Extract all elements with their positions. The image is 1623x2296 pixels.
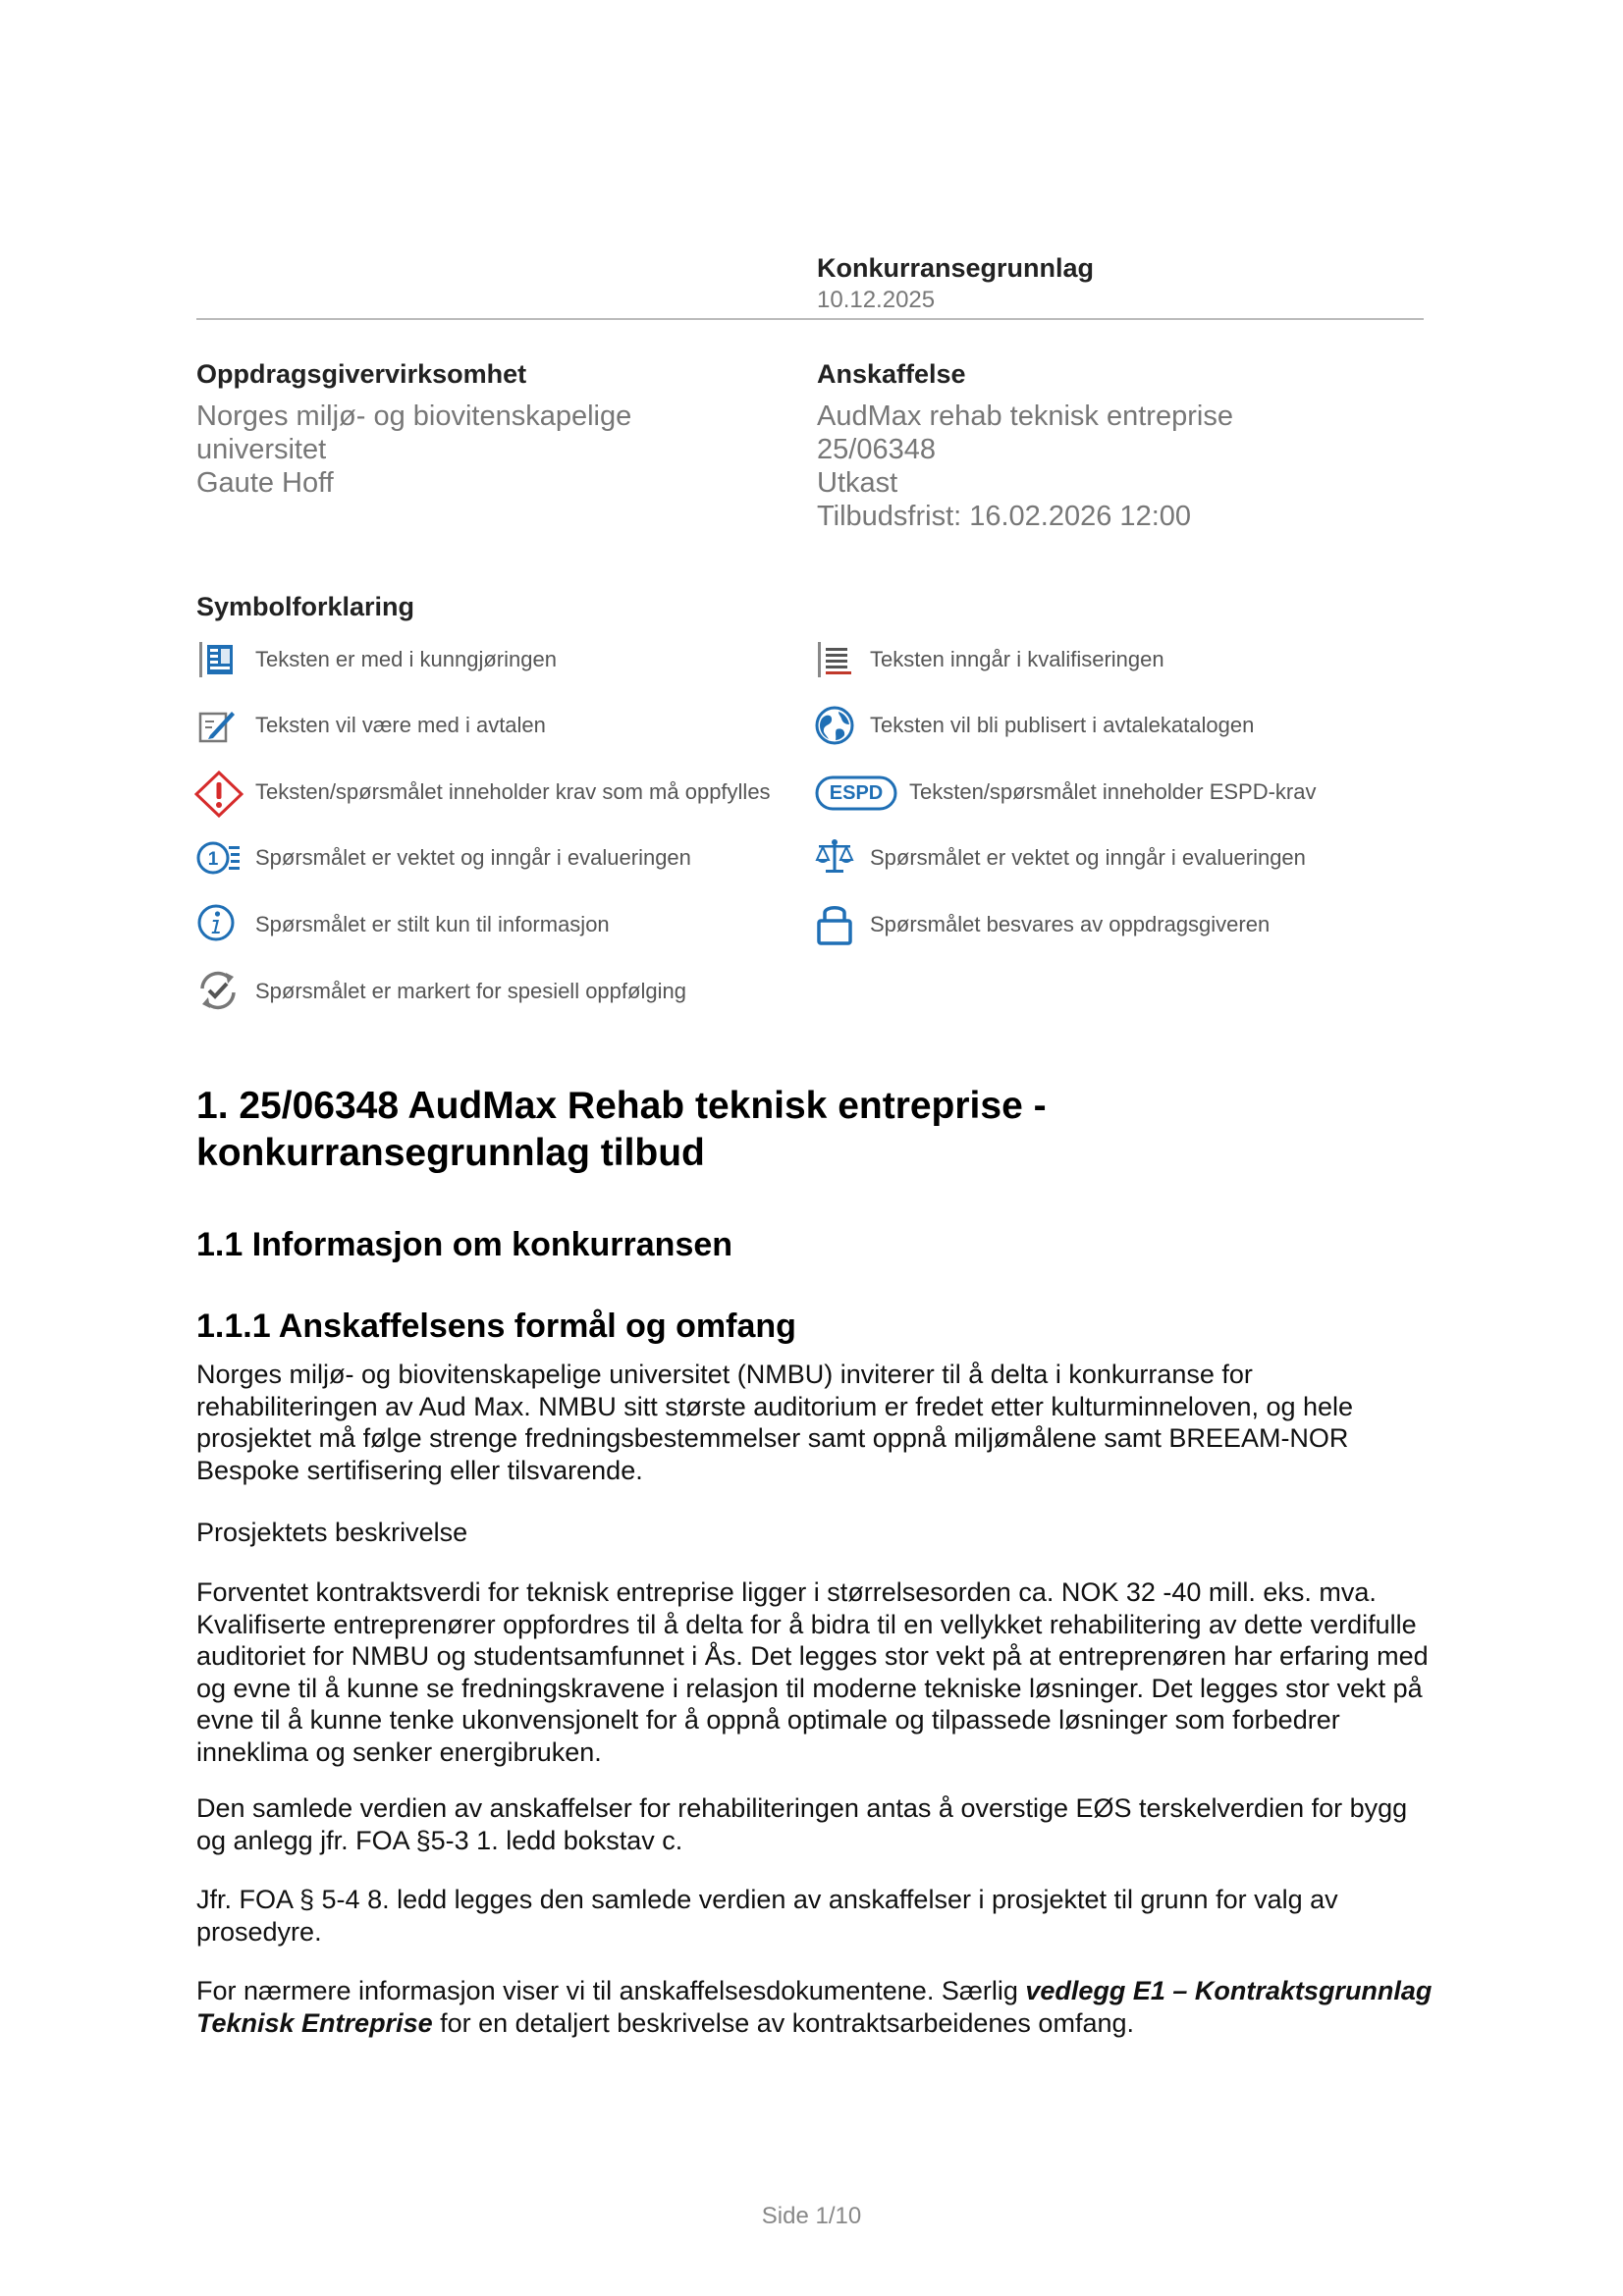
client-line: Gaute Hoff [196,467,334,499]
qualification-icon [815,640,854,679]
follow-up-icon [196,969,240,1012]
procurement-heading: Anskaffelse [817,359,966,389]
client-details [196,400,631,500]
client-heading: Oppdragsgivervirksomhet [196,359,527,389]
subsubsection-title: 1.1.1 Anskaffelsens formål og omfang [196,1308,796,1345]
paragraph-more-info-end: for en detaljert beskrivelse av kontraktsarbeidenes omfang. [432,2007,1134,2038]
document-title: Konkurransegrunnlag [817,253,1095,283]
document-date: 10.12.2025 [817,287,936,313]
svg-text:1: 1 [207,849,219,870]
section-title: 1. 25/06348 AudMax Rehab teknisk entreprise - konkurransegrunnlag tilbud [196,1085,1047,1174]
legend-text: Teksten/spørsmålet inneholder krav som må oppfylles [255,779,771,804]
paragraph-more-info-start: For nærmere informasjon viser vi til anskaffelsesdokumentene. Særlig [196,1976,1026,2005]
subsection-title: 1.1 Informasjon om konkurransen [196,1226,733,1263]
legend-text: Spørsmålet er stilt kun til informasjon [255,912,610,936]
procurement-line: Tilbudsfrist: 16.02.2026 12:00 [817,501,1192,532]
procurement-line: AudMax rehab teknisk entreprise [817,400,1233,432]
page-number: Side 1/10 [761,2203,862,2229]
paragraph-contract-value: Forventet kontraktsverdi for teknisk entreprise ligger i størrelsesorden ca. NOK 32 -40 mill. eks. mva. Kvalifiserte entreprenører oppfordres til å delta for å bidra til en vellykket rehabilitering av dette verdifulle auditoriet for NMBU og studentsamfunnet i Ås. Det legges stor vekt på at entreprenøren har erfaring med og evne til å kunne se fredningskravene i relasjon til moderne tekniske løsninger. Det legges stor vekt på evne til å kunne tenke ukonvensjonelt for å oppnå optimale og tilpassede løsninger som forbedrer inneklima og senker energibruken. [196,1577,1429,1767]
contract-edit-icon [196,706,236,745]
legend-text: Spørsmålet er vektet og inngår i evalueringen [255,845,691,870]
legend-text: Spørsmålet er markert for spesiell oppfølging [255,979,686,1003]
paragraph-procedure: Jfr. FOA § 5-4 8. ledd legges den samlede verdien av anskaffelser i prosjektet til grunn for valg av prosedyre. [196,1885,1338,1947]
client-line: Norges miljø- og biovitenskapelige [196,400,632,432]
legend-text: Teksten/spørsmålet inneholder ESPD-krav [909,779,1317,804]
lock-icon [815,901,854,946]
scales-icon [815,836,854,876]
legend-text: Spørsmålet besvares av oppdragsgiveren [870,912,1271,936]
legend-text: Teksten vil bli publisert i avtalekatalogen [870,713,1255,737]
legend-text: Teksten vil være med i avtalen [255,713,546,737]
espd-badge-label: ESPD [829,782,884,804]
globe-icon [815,706,854,745]
paragraph-project-label: Prosjektets beskrivelse [196,1518,468,1547]
client-line: universitet [196,434,327,465]
paragraph-threshold: Den samlede verdien av anskaffelser for rehabiliteringen antas å overstige EØS terskelverdien for bygg og anlegg jfr. FOA §5-3 1. ledd bokstav c. [196,1793,1408,1855]
legend-text: Teksten er med i kunngjøringen [255,647,557,671]
weighted-number-icon [196,838,242,878]
espd-badge-icon [815,775,897,811]
attachment-reference: vedlegg E1 – Kontraktsgrunnlag Teknisk Entreprise [196,1976,1433,2038]
procurement-details [817,400,1233,533]
paragraph-more-info [196,1975,1434,2039]
announcement-icon [196,640,236,679]
legend-text: Spørsmålet er vektet og inngår i evalueringen [870,845,1306,870]
procurement-line: 25/06348 [817,434,936,465]
procurement-line: Utkast [817,467,898,499]
info-icon [196,903,236,942]
header-divider [196,318,1424,320]
legend-text: Teksten inngår i kvalifiseringen [870,647,1164,671]
warning-diamond-icon [194,771,243,818]
legend-title: Symbolforklaring [196,592,415,621]
paragraph-intro: Norges miljø- og biovitenskapelige universitet (NMBU) inviterer til å delta i konkurranse for rehabiliteringen av Aud Max. NMBU sitt største auditorium er fredet etter kulturminneloven, og hele prosjektet må følge strenge fredningsbestemmelser samt oppnå miljømålene samt BREEAM-NOR Bespoke sertifisering eller tilsvarende. [196,1360,1354,1485]
